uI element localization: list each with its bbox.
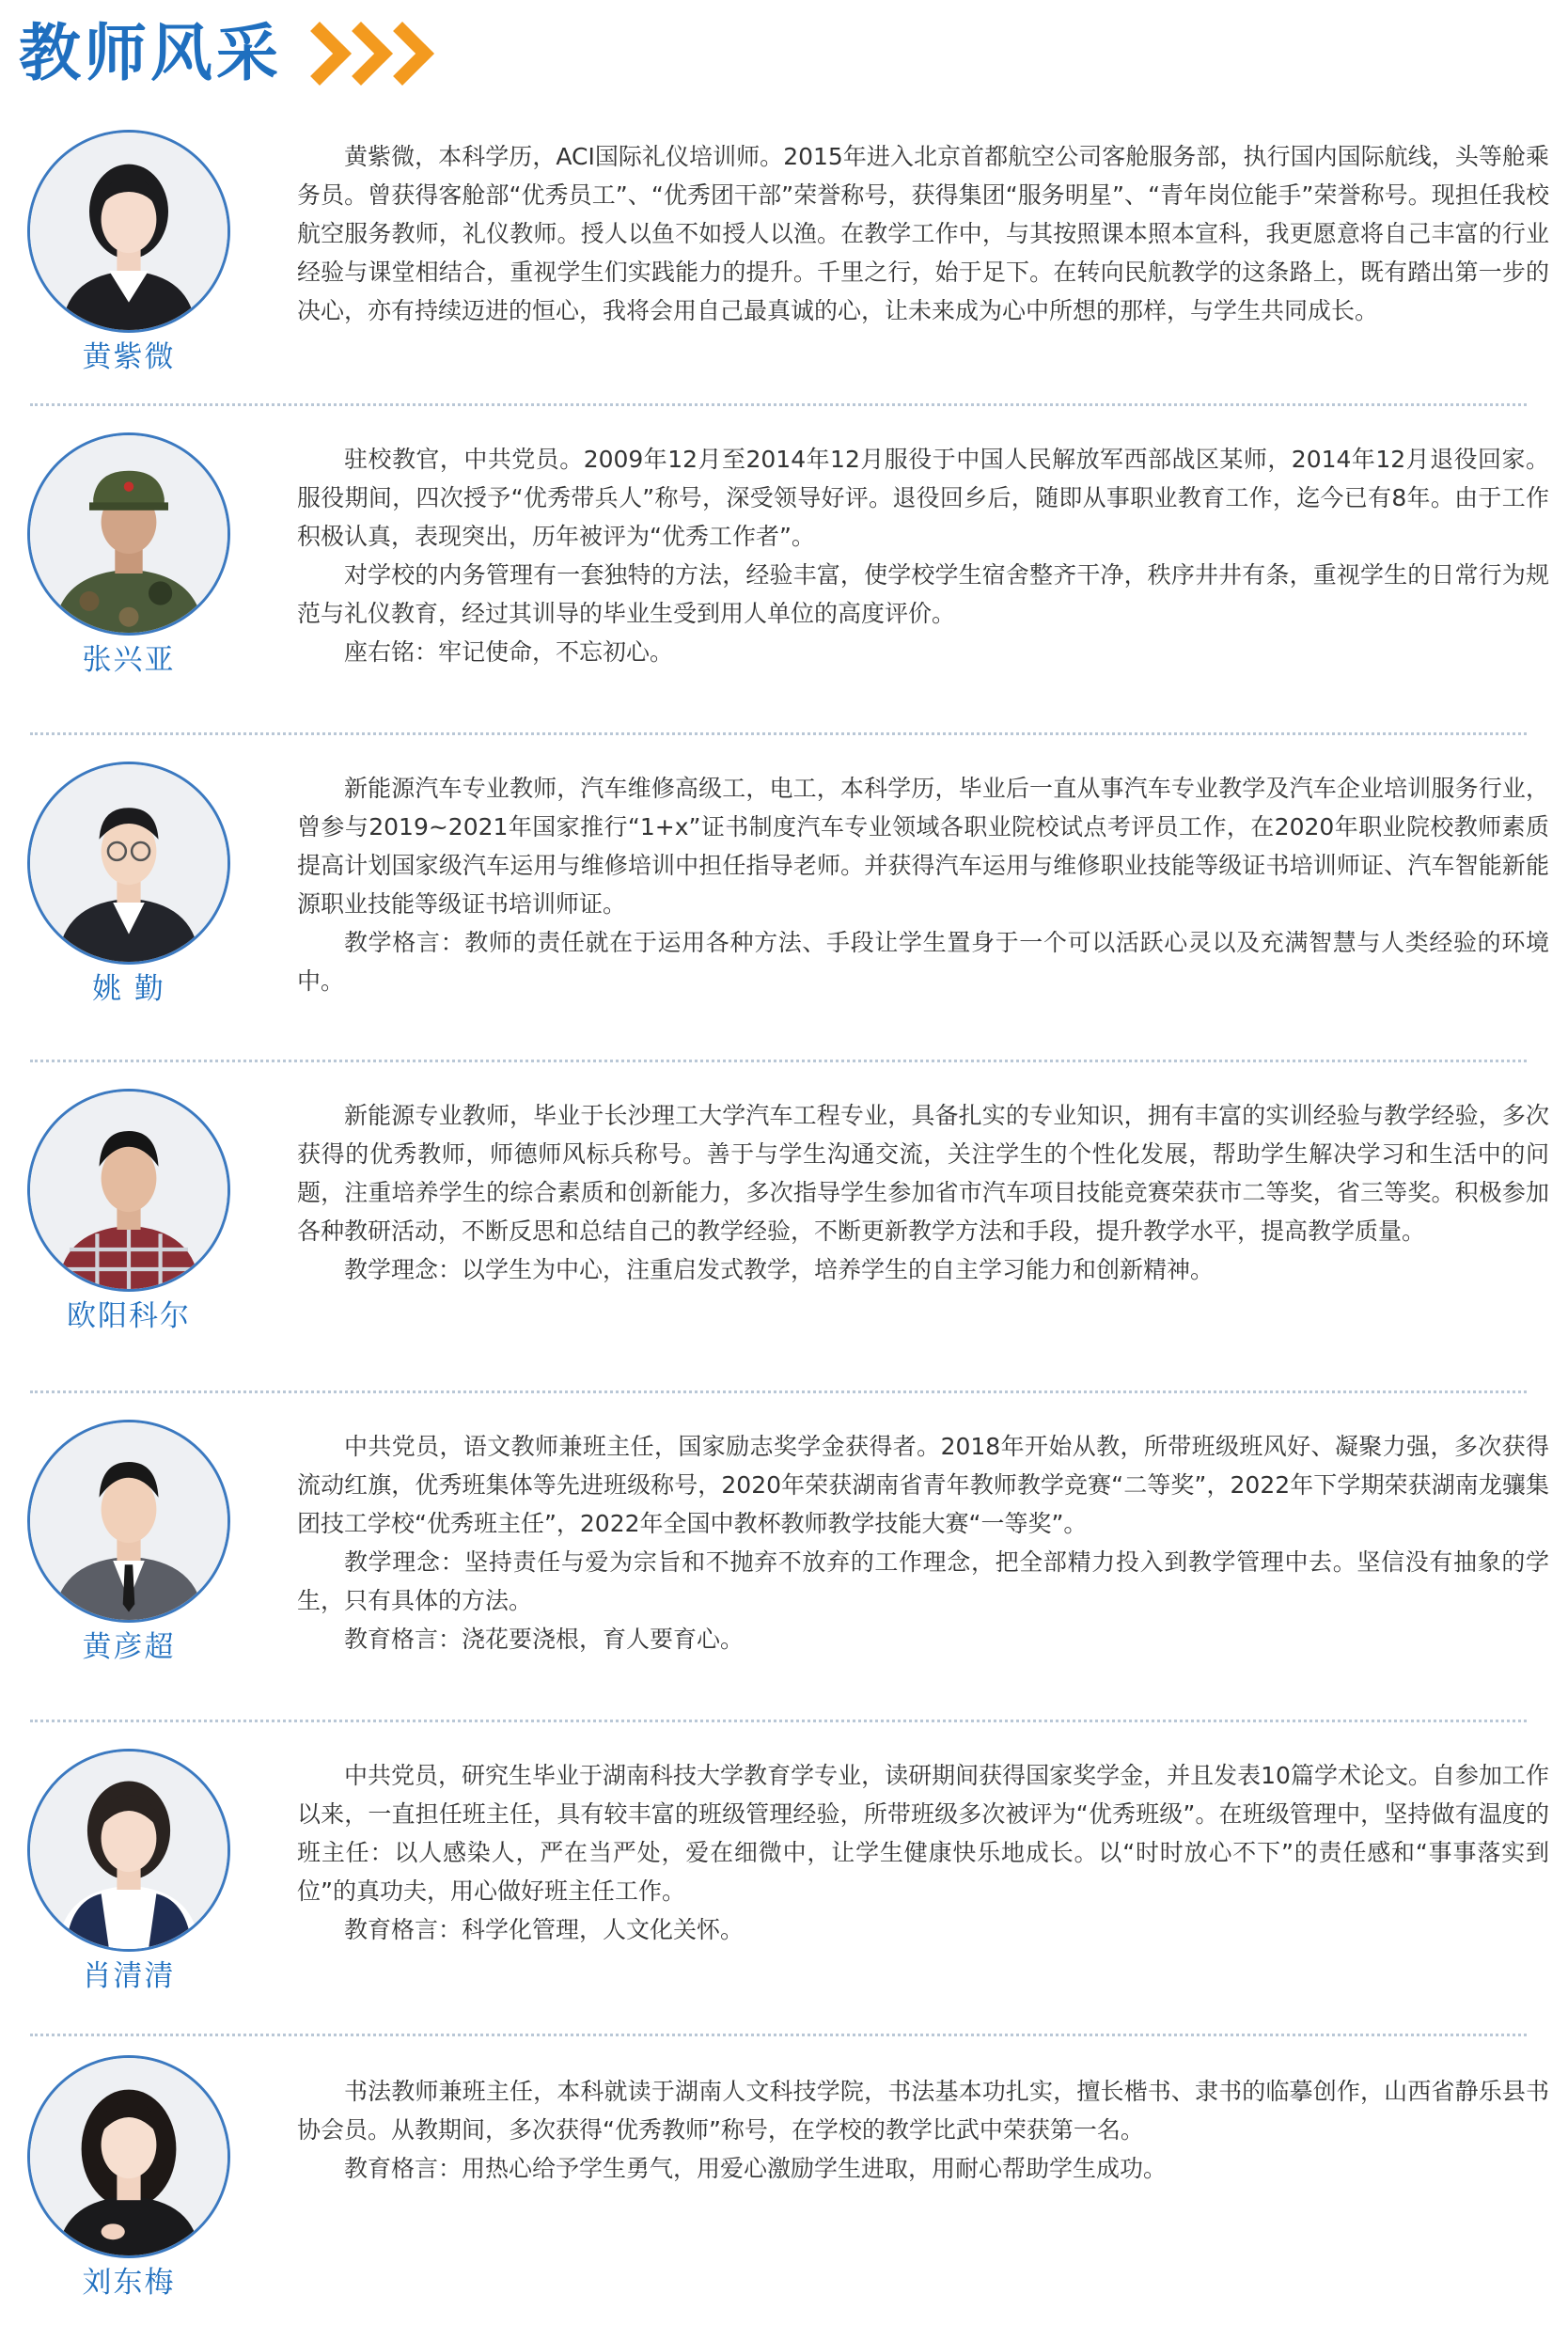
teacher-card <box>0 406 1568 735</box>
teacher-bio <box>297 137 1549 330</box>
bio-paragraph: 黄紫微，本科学历，ACI国际礼仪培训师。2015年进入北京首都航空公司客舱服务部，执行国内国际航线，头等舱乘务员。曾获得客舱部“优秀员工”、“优秀团干部”荣誉称号，获得集团“服务明星”、“青年岗位能手”荣誉称号。现担任我校航空服务教师，礼仪教师。授人以鱼不如授人以渔。在教学工作中，与其按照课本照本宣科，我更愿意将自己丰富的行业经验与课堂相结合，重视学生们实践能力的提升。千里之行，始于足下。在转向民航教学的这条路上，既有踏出第一步的决心，亦有持续迈进的恒心，我将会用自己最真诚的心，让未来成为心中所想的那样，与学生共同成长。 <box>297 143 1549 324</box>
teacher-photo <box>27 1420 230 1623</box>
teacher-name: 黄彦超 <box>82 1630 176 1664</box>
bio-paragraph: 驻校教官，中共党员。2009年12月至2014年12月服役于中国人民解放军西部战区某师，2014年12月退役回家。服役期间，四次授予“优秀带兵人”称号，深受领导好评。退役回乡后，随即从事职业教育工作，迄今已有8年。由于工作积极认真，表现突出，历年被评为“优秀工作者”。 <box>297 446 1549 550</box>
bio-paragraph: 教育格言：浇花要浇根，育人要育心。 <box>344 1626 745 1653</box>
teacher-card <box>0 735 1568 1062</box>
bio-paragraph: 对学校的内务管理有一套独特的方法，经验丰富，使学校学生宿舍整齐干净，秩序井井有条，重视学生的日常行为规范与礼仪教育，经过其训导的毕业生受到用人单位的高度评价。 <box>297 561 1549 627</box>
bio-paragraph: 中共党员，研究生毕业于湖南科技大学教育学专业，读研期间获得国家奖学金，并且发表10篇学术论文。自参加工作以来，一直担任班主任，具有较丰富的班级管理经验，所带班级多次被评为“优秀班级”。在班级管理中，坚持做有温度的班主任：以人感染人，严在当严处，爱在细微中，让学生健康快乐地成长。以“时时放心不下”的责任感和“事事落实到位”的真功夫，用心做好班主任工作。 <box>297 1762 1549 1905</box>
bio-paragraph: 教育格言：科学化管理，人文化关怀。 <box>344 1916 745 1943</box>
teacher-photo <box>27 762 230 965</box>
teacher-photo <box>27 130 230 333</box>
teacher-bio <box>297 1096 1549 1289</box>
teacher-name: 张兴亚 <box>82 643 176 677</box>
teacher-photo <box>27 2055 230 2258</box>
bio-paragraph: 新能源专业教师，毕业于长沙理工大学汽车工程专业，具备扎实的专业知识，拥有丰富的实训经验与教学经验，多次获得的优秀教师，师德师风标兵称号。善于与学生沟通交流，关注学生的个性化发展，帮助学生解决学习和生活中的问题，注重培养学生的综合素质和创新能力，多次指导学生参加省市汽车项目技能竞赛荣获市二等奖，省三等奖。积极参加各种教研活动，不断反思和总结自己的教学经验，不断更新教学方法和手段，提升教学水平，提高教学质量。 <box>297 1102 1549 1245</box>
bio-paragraph: 教学理念：以学生为中心，注重启发式教学，培养学生的自主学习能力和创新精神。 <box>344 1256 1215 1283</box>
teacher-bio <box>297 769 1549 1000</box>
teacher-name: 姚 勤 <box>92 972 165 1006</box>
chevron-right-icon <box>297 31 421 76</box>
teacher-name: 欧阳科尔 <box>67 1299 191 1333</box>
teacher-name: 刘东梅 <box>82 2266 176 2300</box>
teacher-card <box>0 103 1568 406</box>
teacher-bio <box>297 1427 1549 1658</box>
teacher-card <box>0 1393 1568 1722</box>
page-header <box>19 13 421 94</box>
teacher-photo <box>27 432 230 636</box>
teacher-card <box>0 1062 1568 1393</box>
teacher-card <box>0 1722 1568 2036</box>
bio-paragraph: 教学格言：教师的责任就在于运用各种方法、手段让学生置身于一个可以活跃心灵以及充满智慧与人类经验的环境中。 <box>297 929 1549 995</box>
bio-paragraph: 座右铭：牢记使命，不忘初心。 <box>344 638 674 666</box>
bio-paragraph: 教学理念：坚持责任与爱为宗旨和不抛弃不放弃的工作理念，把全部精力投入到教学管理中去。坚信没有抽象的学生，只有具体的方法。 <box>297 1548 1549 1614</box>
teacher-bio <box>297 2072 1549 2188</box>
teacher-bio <box>297 440 1549 671</box>
teacher-card <box>0 2036 1568 2325</box>
bio-paragraph: 教育格言：用热心给予学生勇气，用爱心激励学生进取，用耐心帮助学生成功。 <box>344 2155 1168 2182</box>
teacher-photo <box>27 1089 230 1292</box>
teacher-bio <box>297 1756 1549 1949</box>
bio-paragraph: 新能源汽车专业教师，汽车维修高级工，电工，本科学历，毕业后一直从事汽车专业教学及汽车企业培训服务行业，曾参与2019~2021年国家推行“1+x”证书制度汽车专业领域各职业院校试点考评员工作，在2020年职业院校教师素质提高计划国家级汽车运用与维修培训中担任指导老师。并获得汽车运用与维修职业技能等级证书培训师证、汽车智能新能源职业技能等级证书培训师证。 <box>297 775 1549 918</box>
teacher-name: 肖清清 <box>82 1959 176 1993</box>
page-title: 教师风采 <box>19 17 282 89</box>
bio-paragraph: 书法教师兼班主任，本科就读于湖南人文科技学院，书法基本功扎实，擅长楷书、隶书的临摹创作，山西省静乐县书协会员。从教期间，多次获得“优秀教师”称号，在学校的教学比武中荣获第一名。 <box>297 2078 1549 2144</box>
teacher-photo <box>27 1749 230 1952</box>
bio-paragraph: 中共党员，语文教师兼班主任，国家励志奖学金获得者。2018年开始从教，所带班级班风好、凝聚力强，多次获得流动红旗，优秀班集体等先进班级称号，2020年荣获湖南省青年教师教学竞赛“二等奖”，2022年下学期荣获湖南龙骧集团技工学校“优秀班主任”，2022年全国中教杯教师教学技能大赛“一等奖”。 <box>297 1433 1549 1537</box>
teacher-name: 黄紫微 <box>82 340 176 374</box>
